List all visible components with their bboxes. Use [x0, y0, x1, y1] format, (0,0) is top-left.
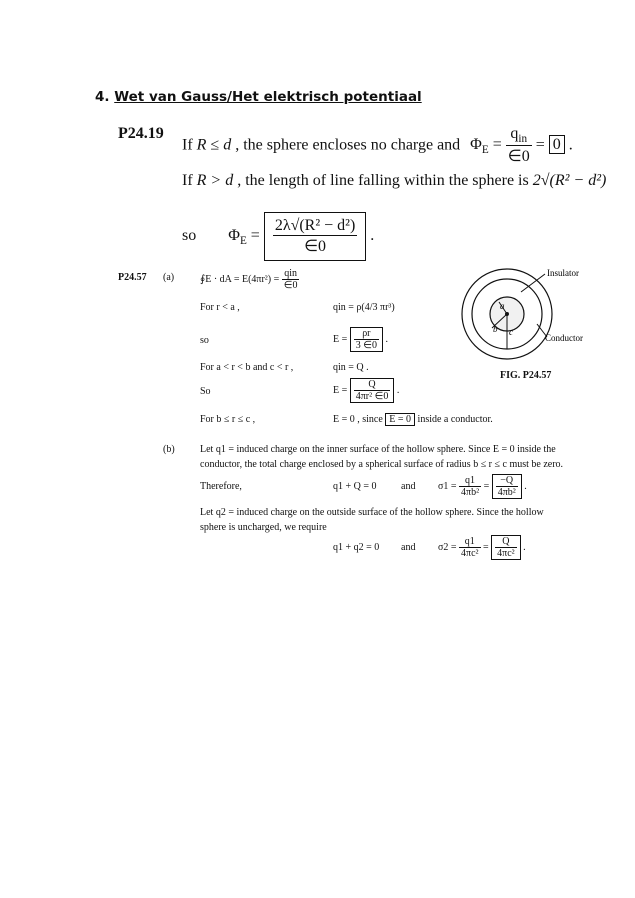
label-b: b — [493, 324, 498, 334]
b-paragraph-1: Let q1 = induced charge on the inner surface of the hollow sphere. Since E = 0 inside the — [200, 444, 556, 455]
row-cond-2: For a < r < b and c < r , — [200, 362, 294, 373]
b-eq1: q1 + Q = 0 — [333, 481, 377, 492]
section-title: Wet van Gauss/Het elektrisch potentiaal — [114, 89, 422, 105]
part-a-label: (a) — [163, 272, 175, 283]
b-sigma1: σ1 = $\frac{q1}{\text{4πb²}}$ = $\frac{-Q}{\text{4πb²}}$ . — [438, 475, 527, 498]
row-cond-1: so — [200, 335, 209, 346]
row-cond-0: For r < a , — [200, 302, 240, 313]
b-therefore: Therefore, — [200, 481, 242, 492]
figure-p2457 — [455, 262, 595, 387]
row-expr-1: E = $\frac{\rho r}{3 \in 0}$ . — [333, 328, 388, 351]
b-sigma2: σ2 = $\frac{q1}{\text{4πc²}}$ = $\frac{Q}{\text{4πc²}}$ . — [438, 536, 526, 559]
row-expr-3: E = $\frac{Q}{\text{4πr² ∈0}}$ . — [333, 379, 400, 402]
b-and2: and — [401, 542, 416, 553]
p2419-result-zero: 0 — [549, 135, 565, 154]
label-insulator: Insulator — [547, 268, 579, 278]
label-conductor: Conductor — [545, 333, 583, 343]
problem-id-p2457: P24.57 — [118, 272, 147, 283]
part-b-label: (b) — [163, 444, 175, 455]
row-cond-3: So — [200, 386, 211, 397]
label-c: c — [509, 327, 513, 337]
b-paragraph-2b: sphere is uncharged, we require — [200, 522, 327, 533]
section-heading — [95, 89, 422, 105]
figure-caption: FIG. P24.57 — [500, 370, 552, 381]
p2419-line1: If R ≤ d , the sphere encloses no charge and $\Phi_E$ = $\frac{q_{in}}{\in 0}$ = 0 . — [182, 125, 573, 166]
row-expr-2: qin = Q . — [333, 362, 369, 373]
p2419-line3: so $\Phi_E$ = $\frac{\text{2λ√(R² − d²)}}{\in 0}$ . — [182, 212, 374, 261]
b-paragraph-2: Let q2 = induced charge on the outside surface of the hollow sphere. Since the hollow — [200, 507, 544, 518]
problem-id-p2419: P24.19 — [118, 125, 164, 142]
b-eq2: q1 + q2 = 0 — [333, 542, 380, 553]
row-expr-0: qin = ρ(4/3 πr³) — [333, 302, 395, 313]
b-and1: and — [401, 481, 416, 492]
section-number: 4. — [95, 89, 110, 105]
p2419-line2: If R > d , the length of line falling within the sphere is 2√(R² − d²) — [182, 172, 607, 189]
row-expr-4: E = 0 , since E = 0 inside a conductor. — [333, 414, 493, 425]
row-cond-4: For b ≤ r ≤ c , — [200, 414, 256, 425]
b-paragraph-1b: conductor, the total charge enclosed by a spherical surface of radius b ≤ r ≤ c must be zero. — [200, 459, 564, 470]
gauss-law-equation: ∮E · dA = E(4πr²) = $\frac{\text{qin}}{\in 0}$ — [200, 268, 298, 291]
label-a: a — [500, 301, 505, 311]
